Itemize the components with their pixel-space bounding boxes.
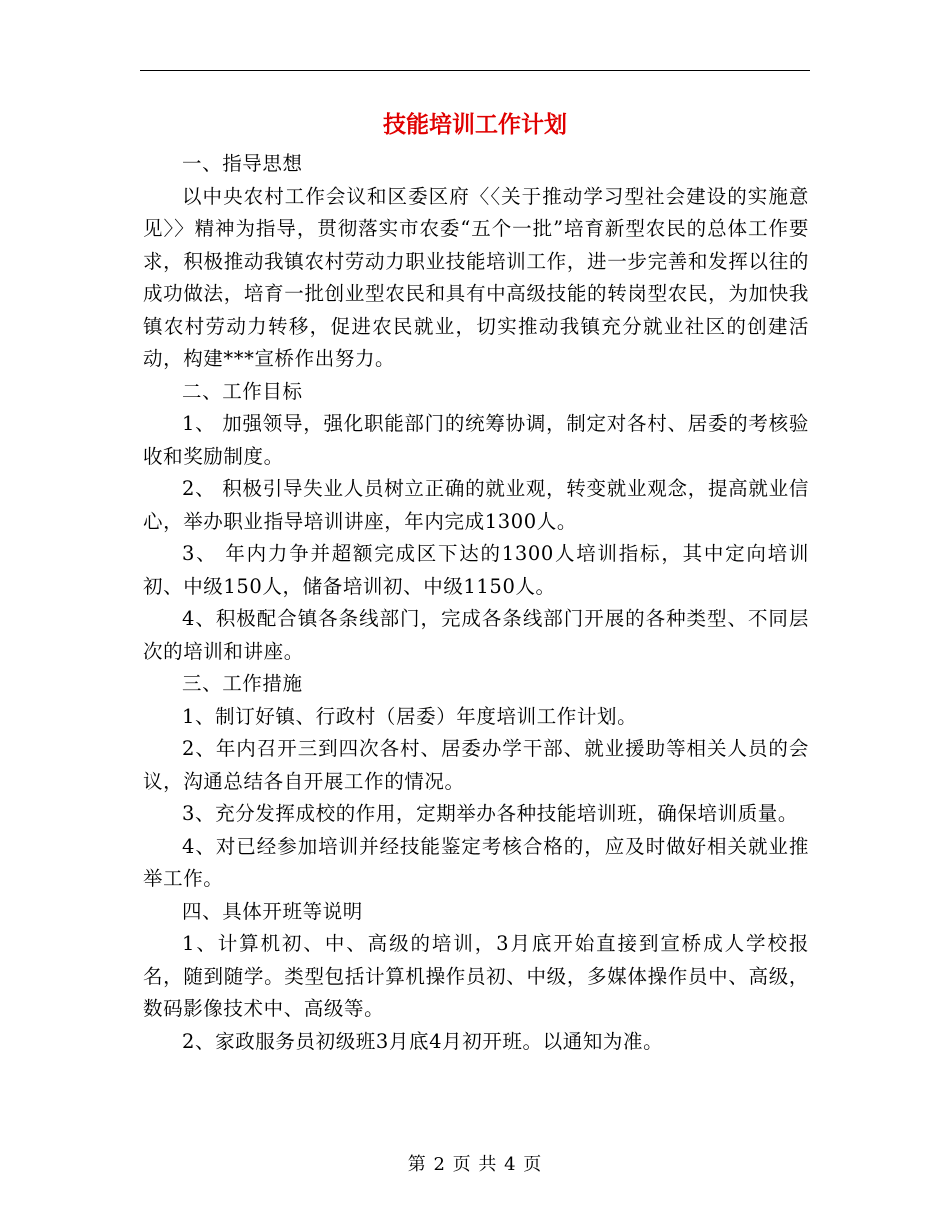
goal-item-4: 4、积极配合镇各条线部门，完成各条线部门开展的各种类型、不同层次的培训和讲座。: [143, 607, 809, 663]
goal-item-2: 2、 积极引导失业人员树立正确的就业观，转变就业观念，提高就业信心，举办职业指导培训讲座，年内完成1300人。: [143, 477, 809, 533]
section-heading-work-measures: 三、工作措施: [182, 672, 303, 695]
goal-item-3: 3、 年内力争并超额完成区下达的1300人培训指标，其中定向培训初、中级150人，储备培训初、中级1150人。: [143, 542, 809, 598]
measure-item-1: 1、制订好镇、行政村（居委）年度培训工作计划。: [182, 704, 638, 728]
page-number-footer: 第 2 页 共 4 页: [407, 1154, 543, 1175]
paragraph-guiding-ideology: 以中央农村工作会议和区委区府〈〈关于推动学习型社会建设的实施意见〉〉精神为指导，贯彻落实市农委“五个一批”培育新型农民的总体工作要求，积极推动我镇农村劳动力职业技能培训工作，进一步完善和发挥以往的成功做法，培育一批创业型农民和具有中高级技能的转岗型农民，为加快我镇农村劳动力转移，促进农民就业，切实推动我镇充分就业社区的创建活动，构建***宣桥作出努力。: [143, 184, 809, 370]
measure-item-3: 3、充分发挥成校的作用，定期举办各种技能培训班，确保培训质量。: [182, 802, 799, 825]
header-rule: [140, 70, 810, 71]
section-heading-class-details: 四、具体开班等说明: [182, 899, 363, 923]
document-title: 技能培训工作计划: [383, 111, 567, 138]
section-heading-guiding-ideology: 一、指导思想: [182, 152, 303, 175]
measure-item-4: 4、对已经参加培训并经技能鉴定考核合格的，应及时做好相关就业推举工作。: [143, 834, 809, 890]
document-body: [143, 148, 809, 1058]
goal-item-1: 1、 加强领导，强化职能部门的统筹协调，制定对各村、居委的考核验收和奖励制度。: [143, 412, 809, 468]
section-heading-work-goals: 二、工作目标: [182, 379, 303, 403]
measure-item-2: 2、年内召开三到四次各村、居委办学干部、就业援助等相关人员的会议，沟通总结各自开展工作的情况。: [143, 737, 809, 793]
class-detail-item-1: 1、计算机初、中、高级的培训，3月底开始直接到宣桥成人学校报名，随到随学。类型包括计算机操作员初、中级，多媒体操作员中、高级，数码影像技术中、高级等。: [143, 932, 809, 1020]
class-detail-item-2: 2、家政服务员初级班3月底4月初开班。以通知为准。: [182, 1029, 664, 1053]
